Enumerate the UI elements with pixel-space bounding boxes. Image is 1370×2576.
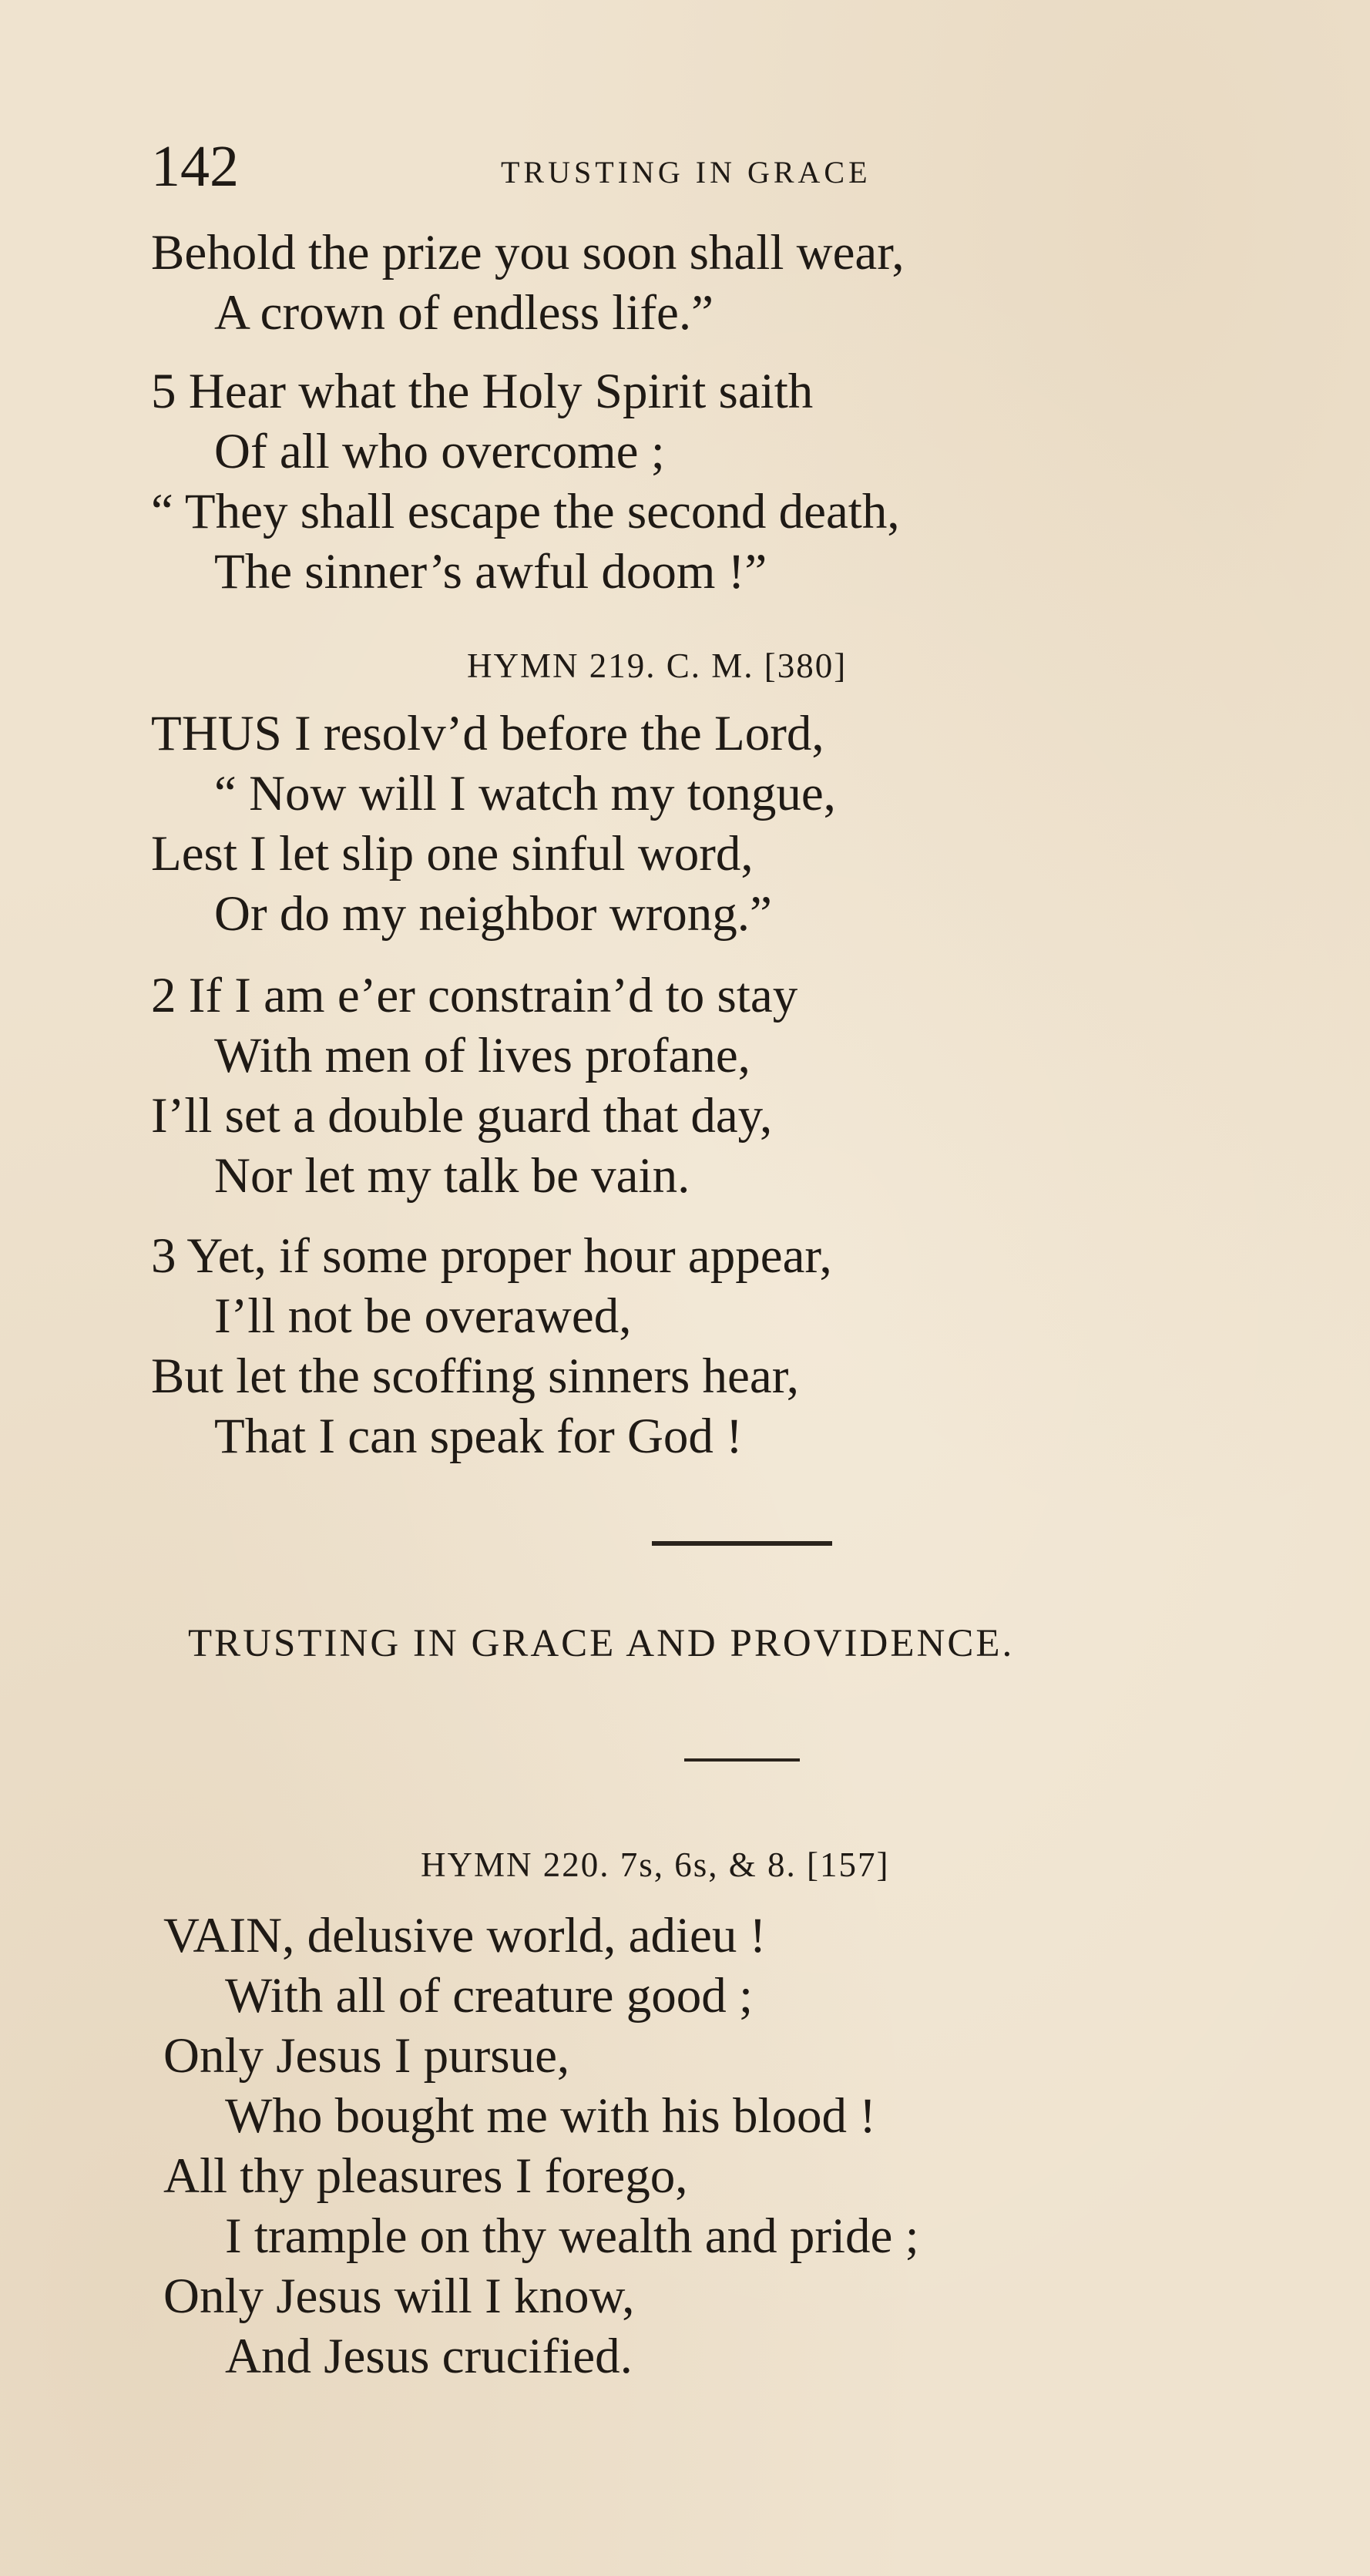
verse-line: Behold the prize you soon shall wear,: [151, 225, 905, 280]
verse-line: That I can speak for God !: [214, 1409, 743, 1464]
verse-line: The sinner’s awful doom !”: [214, 544, 767, 599]
verse-line: A crown of endless life.”: [214, 285, 714, 341]
verse-line: Lest I let slip one sinful word,: [151, 826, 754, 882]
verse-line: I trample on thy wealth and pride ;: [225, 2208, 919, 2264]
verse-line: Of all who overcome ;: [214, 424, 665, 479]
verse-line: I’ll not be overawed,: [214, 1288, 632, 1344]
divider-rule: [684, 1758, 800, 1762]
verse-line: I’ll set a double guard that day,: [151, 1088, 773, 1144]
verse-line: Only Jesus I pursue,: [163, 2028, 570, 2084]
running-head: TRUSTING IN GRACE: [501, 155, 871, 190]
verse-line: With men of lives profane,: [214, 1028, 750, 1083]
verse-line: 2 If I am e’er constrain’d to stay: [151, 968, 798, 1023]
verse-line: And Jesus crucified.: [225, 2329, 633, 2384]
verse-line: “ They shall escape the second death,: [151, 484, 900, 539]
verse-line: With all of creature good ;: [225, 1968, 754, 2024]
verse-line: 3 Yet, if some proper hour appear,: [151, 1228, 832, 1284]
verse-line: Or do my neighbor wrong.”: [214, 886, 772, 942]
verse-line: All thy pleasures I forego,: [163, 2148, 688, 2204]
verse-line: THUS I resolv’d before the Lord,: [151, 706, 824, 761]
hymn-heading: HYMN 219. C. M. [380]: [467, 647, 848, 685]
verse-line: 5 Hear what the Holy Spirit saith: [151, 364, 814, 419]
verse-line: Who bought me with his blood !: [225, 2088, 876, 2144]
hymn-heading: HYMN 220. 7s, 6s, & 8. [157]: [421, 1846, 890, 1884]
verse-line: Nor let my talk be vain.: [214, 1148, 690, 1204]
verse-line: VAIN, delusive world, adieu !: [163, 1908, 767, 1963]
divider-rule: [652, 1541, 832, 1546]
page-number: 142: [151, 134, 239, 199]
verse-line: But let the scoffing sinners hear,: [151, 1348, 800, 1404]
section-title: TRUSTING IN GRACE AND PROVIDENCE.: [188, 1622, 1015, 1665]
verse-line: “ Now will I watch my tongue,: [214, 766, 836, 821]
verse-line: Only Jesus will I know,: [163, 2269, 635, 2324]
